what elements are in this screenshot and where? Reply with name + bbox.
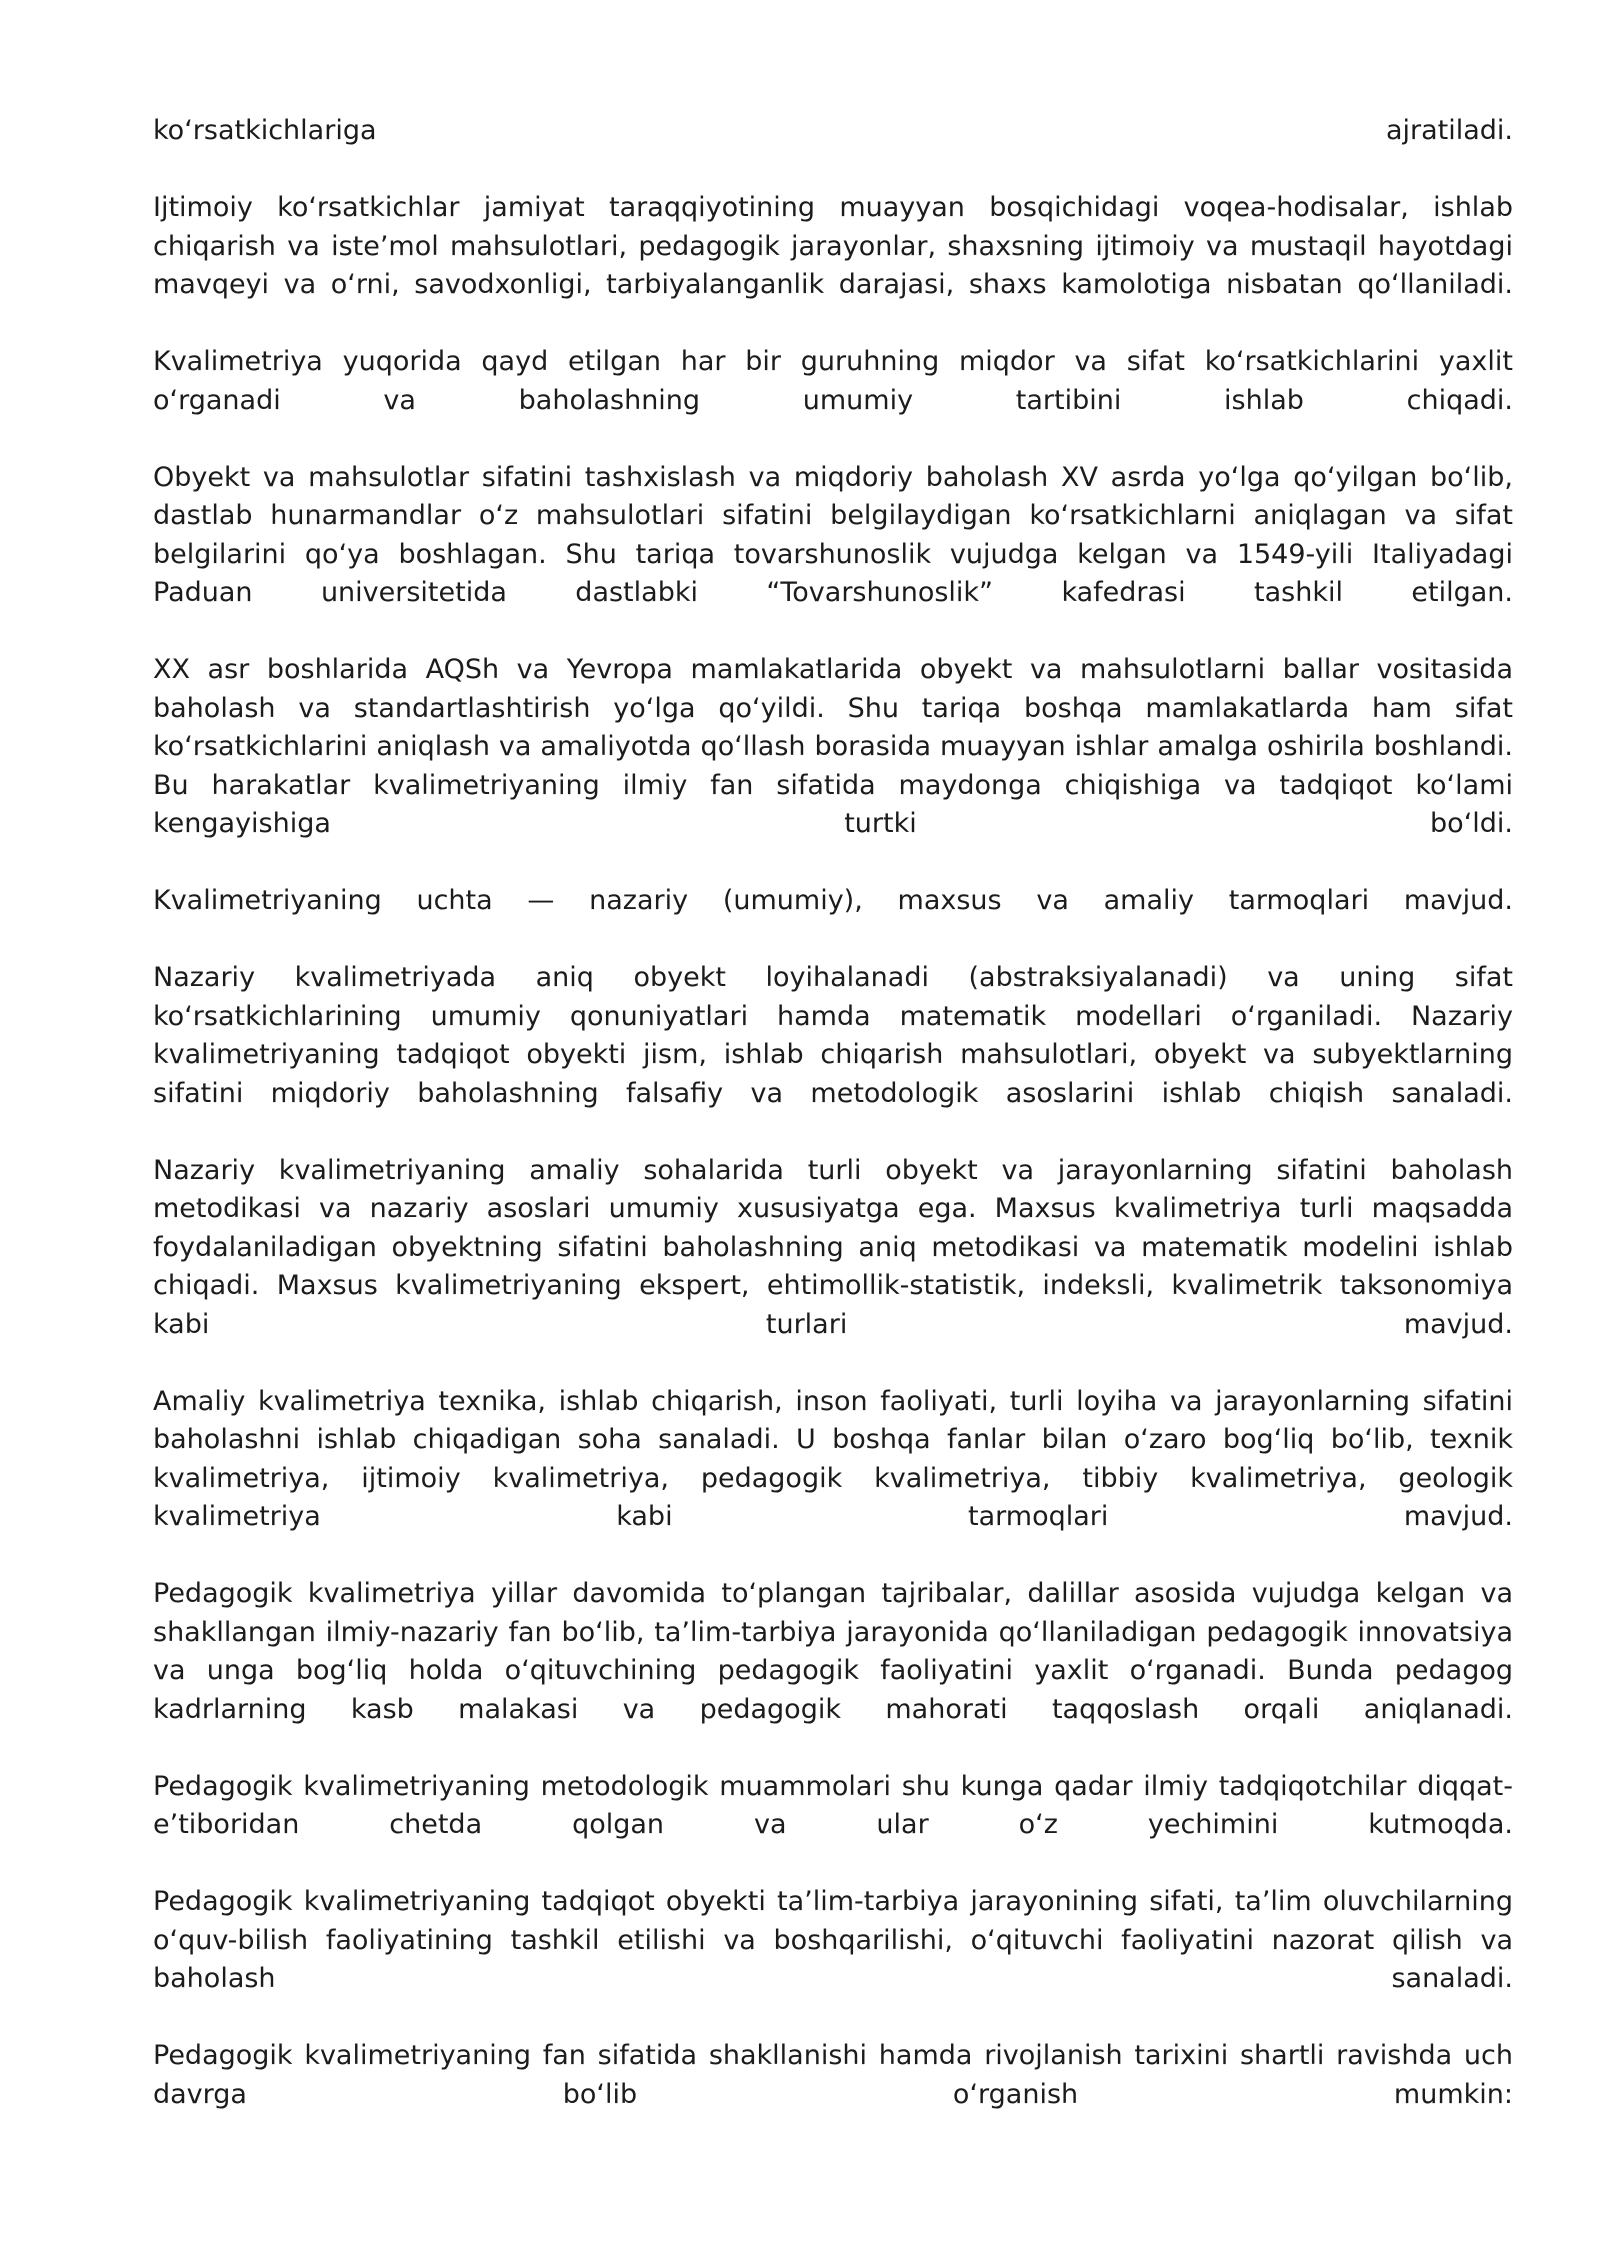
paragraph-11: Pedagogik kvalimetriyaning metodologik muammolari shu kunga qadar ilmiy tadqiqotchilar diqqat-e’tiboridan chetda qolgan va ular o‘z yechimini kutmoqda.	[153, 1770, 1513, 1840]
paragraph-9: Amaliy kvalimetriya texnika, ishlab chiqarish, inson faoliyati, turli loyiha va jarayonlarning sifatini baholashni ishlab chiqadigan soha sanaladi. U boshqa fanlar bilan o‘zaro bog‘liq bo‘lib, texnik kvalimetriya, ijtimoiy kvalimetriya, pedagogik kvalimetriya, tibbiy kvalimetriya, geologik kvalimetriya kabi tarmoqlari mavjud.	[153, 1385, 1513, 1532]
paragraph-5: XX asr boshlarida AQSh va Yevropa mamlakatlarida obyekt va mahsulotlarni ballar vositasida baholash va standartlashtirish yo‘lga qo‘yildi. Shu tariqa boshqa mamlakatlarda ham sifat ko‘rsatkichlarini aniqlash va amaliyotda qo‘llash borasida muayyan ishlar amalga oshirila boshlandi. Bu harakatlar kvalimetriyaning ilmiy fan sifatida maydonga chiqishiga va tadqiqot ko‘lami kengayishiga turtki bo‘ldi.	[153, 654, 1513, 839]
paragraph-2: Ijtimoiy ko‘rsatkichlar jamiyat taraqqiyotining muayyan bosqichidagi voqea-hodisalar, ishlab chiqarish va iste’mol mahsulotlari, pedagogik jarayonlar, shaxsning ijtimoiy va mustaqil hayotdagi mavqeyi va o‘rni, savodxonligi, tarbiyalanganlik darajasi, shaxs kamolotiga nisbatan qo‘llaniladi.	[153, 192, 1513, 300]
paragraph-13: Pedagogik kvalimetriyaning fan sifatida shakllanishi hamda rivojlanish tarixini shartli ravishda uch davrga bo‘lib o‘rganish mumkin:	[153, 2040, 1513, 2110]
paragraph-4: Obyekt va mahsulotlar sifatini tashxislash va miqdoriy baholash XV asrda yo‘lga qo‘yilgan bo‘lib, dastlab hunarmandlar o‘z mahsulotlari sifatini belgilaydigan ko‘rsatkichlarni aniqlagan va sifat belgilarini qo‘ya boshlagan. Shu tariqa tovarshunoslik vujudga kelgan va 1549-yili Italiyadagi Paduan universitetida dastlabki “Tovarshunoslik” kafedrasi tashkil etilgan.	[153, 461, 1513, 608]
paragraph-10: Pedagogik kvalimetriya yillar davomida to‘plangan tajribalar, dalillar asosida vujudga kelgan va shakllangan ilmiy-nazariy fan bo‘lib, ta’lim-tarbiya jarayonida qo‘llaniladigan pedagogik innovatsiya va unga bog‘liq holda o‘qituvchining pedagogik faoliyatini yaxlit o‘rganadi. Bunda pedagog kadrlarning kasb malakasi va pedagogik mahorati taqqoslash orqali aniqlanadi.	[153, 1578, 1513, 1725]
paragraph-12: Pedagogik kvalimetriyaning tadqiqot obyekti ta’lim-tarbiya jarayonining sifati, ta’lim oluvchilarning o‘quv-bilish faoliyatining tashkil etilishi va boshqarilishi, o‘qituvchi faoliyatini nazorat qilish va baholash sanaladi.	[153, 1886, 1513, 1994]
paragraph-6: Kvalimetriyaning uchta — nazariy (umumiy), maxsus va amaliy tarmoqlari mavjud.	[153, 885, 1513, 916]
paragraph-8: Nazariy kvalimetriyaning amaliy sohalarida turli obyekt va jarayonlarning sifatini baholash metodikasi va nazariy asoslari umumiy xususiyatga ega. Maxsus kvalimetriya turli maqsadda foydalaniladigan obyektning sifatini baholashning aniq metodikasi va matematik modelini ishlab chiqadi. Maxsus kvalimetriyaning ekspert, ehtimollik-statistik, indeksli, kvalimetrik taksonomiya kabi turlari mavjud.	[153, 1154, 1513, 1340]
document-page	[153, 112, 1513, 2153]
paragraph-7: Nazariy kvalimetriyada aniq obyekt loyihalanadi (abstraksiyalanadi) va uning sifat ko‘rsatkichlarining umumiy qonuniyatlari hamda matematik modellari o‘rganiladi. Nazariy kvalimetriyaning tadqiqot obyekti jism, ishlab chiqarish mahsulotlari, obyekt va subyektlarning sifatini miqdoriy baholashning falsafiy va metodologik asoslarini ishlab chiqish sanaladi.	[153, 962, 1513, 1109]
paragraph-1: ko‘rsatkichlariga ajratiladi.	[153, 115, 1513, 146]
paragraph-3: Kvalimetriya yuqorida qayd etilgan har bir guruhning miqdor va sifat ko‘rsatkichlarini yaxlit o‘rganadi va baholashning umumiy tartibini ishlab chiqadi.	[153, 346, 1513, 416]
